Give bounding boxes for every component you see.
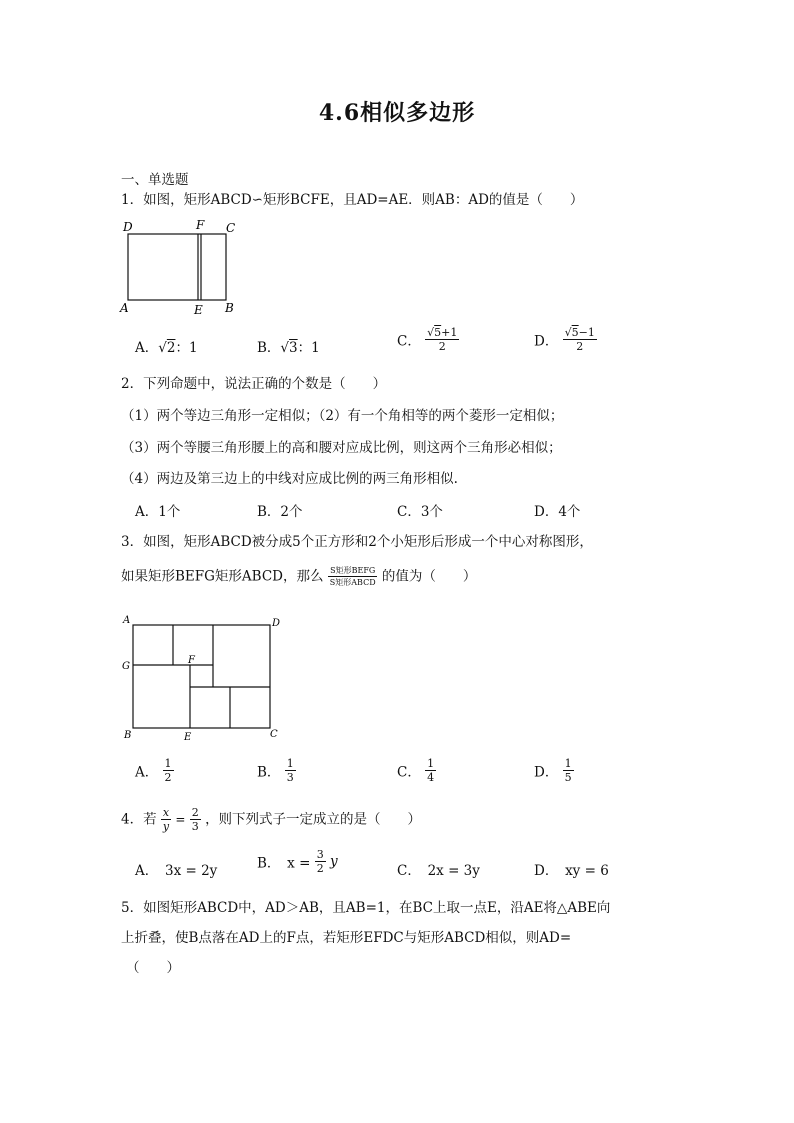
q4-option-a[interactable]: A． 3x = 2y	[135, 863, 218, 879]
q3-figure	[118, 612, 288, 744]
q1-option-d[interactable]: D． $\frac{√5-1}{2}$	[534, 326, 595, 353]
q1-option-b[interactable]: B．√3：1	[257, 340, 320, 356]
label-d: D	[272, 618, 281, 629]
q4-option-d[interactable]: D． xy = 6	[534, 863, 609, 879]
q2-option-b[interactable]: B．2个	[257, 504, 303, 520]
rect-abcd	[128, 234, 226, 300]
label-e: E	[184, 732, 192, 743]
q1-stem: 1．如图，矩形ABCD∽矩形BCFE，且AD=AE．则AB：AD的值是（ ）	[121, 192, 584, 208]
q3-stem-line2: 如果矩形BEFG矩形ABCD，那么 $\frac{\text{S矩形BEFG}}{\text{S矩形ABCD}}$ 的值为（ ）	[121, 566, 477, 587]
q5-line2: 上折叠，使B点落在AD上的F点，若矩形EFDC与矩形ABCD相似，则AD=	[121, 930, 572, 946]
section-heading: 一、单选题	[121, 172, 189, 188]
q2-option-c[interactable]: C．3个	[397, 504, 443, 520]
q1-d-fraction: $\frac{√5-1}{2}$	[564, 326, 595, 353]
q2-line3: （4）两边及第三边上的中线对应成比例的两三角形相似.	[121, 471, 458, 487]
label-a: A	[120, 301, 129, 315]
q4-stem: 4．若 $\frac{x}{y}$ = $\frac{2}{3}$ ，则下列式子一定成立的是（ ）	[121, 806, 422, 833]
label-f: F	[196, 218, 205, 232]
q5-line1: 5．如图矩形ABCD中，AD＞AB，且AB=1，在BC上取一点E，沿AE将△ABE向	[121, 900, 611, 916]
q1-option-a[interactable]: A．√2：1	[135, 340, 198, 356]
page-title: 4.6相似多边形	[318, 100, 476, 126]
q1-figure	[118, 216, 243, 316]
q2-option-a[interactable]: A．1个	[135, 504, 181, 520]
q2-option-d[interactable]: D．4个	[534, 504, 581, 520]
q5-line3: （ ）	[126, 960, 180, 976]
q1-c-fraction: $\frac{√5+1}{2}$	[427, 326, 458, 353]
q4-option-c[interactable]: C． 2x = 3y	[397, 863, 480, 879]
q3-stem-line1: 3．如图，矩形ABCD被分成5个正方形和2个小矩形后形成一个中心对称图形，	[121, 534, 593, 550]
q3-area-fraction: $\frac{\text{S矩形BEFG}}{\text{S矩形ABCD}}$	[329, 566, 376, 587]
q4-option-b[interactable]: B． x = $\frac{3}{2}$ y	[257, 848, 338, 875]
label-c: C	[226, 221, 236, 235]
q3-option-d[interactable]: D． $\frac{1}{5}$	[534, 757, 572, 784]
q3-option-c[interactable]: C． $\frac{1}{4}$	[397, 757, 435, 784]
label-b: B	[124, 730, 132, 741]
rect-abcd	[133, 625, 270, 728]
label-f: F	[188, 655, 195, 666]
q2-stem: 2．下列命题中，说法正确的个数是（ ）	[121, 376, 387, 392]
label-c: C	[270, 729, 278, 740]
q1-option-c[interactable]: C． $\frac{√5+1}{2}$	[397, 326, 458, 353]
q3-option-a[interactable]: A． $\frac{1}{2}$	[135, 757, 172, 784]
label-b: B	[225, 301, 234, 315]
q2-line2: （3）两个等腰三角形腰上的高和腰对应成比例，则这两个三角形必相似；	[121, 440, 562, 456]
label-a: A	[123, 615, 131, 626]
label-e: E	[194, 303, 203, 316]
label-g: G	[122, 661, 130, 672]
q2-line1: （1）两个等边三角形一定相似；（2）有一个角相等的两个菱形一定相似；	[121, 408, 564, 424]
label-d: D	[123, 220, 133, 234]
q3-option-b[interactable]: B． $\frac{1}{3}$	[257, 757, 294, 784]
